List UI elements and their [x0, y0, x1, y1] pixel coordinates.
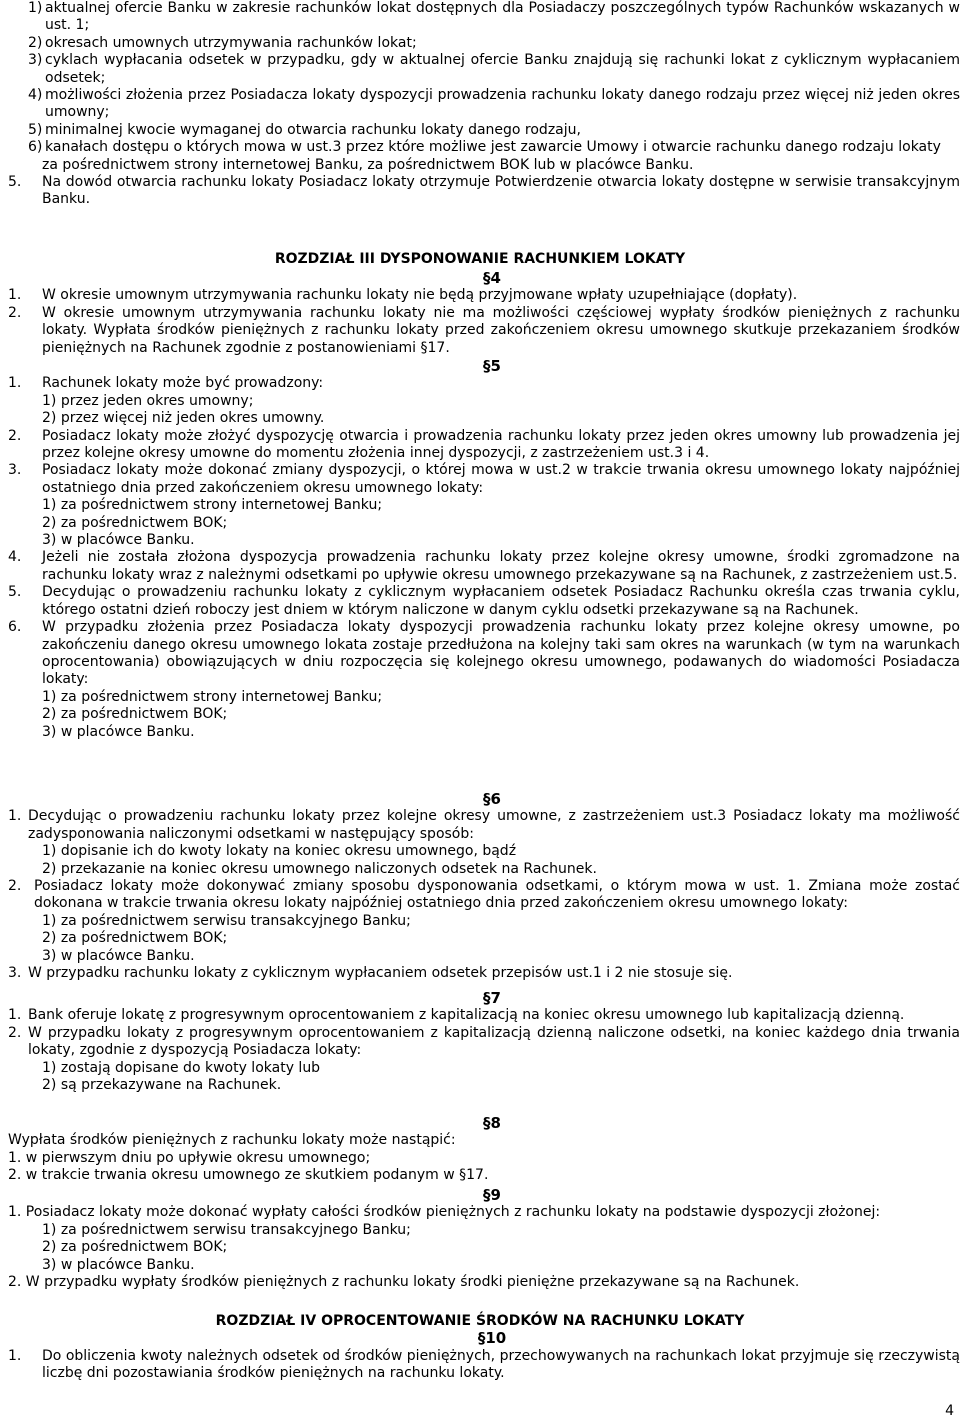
item-text: Rachunek lokaty może być prowadzony: — [42, 375, 324, 392]
sub-item: 2) są przekazywane na Rachunek. — [42, 1077, 282, 1094]
section-5 — [0, 358, 960, 741]
item-text: okresach umownych utrzymywania rachunków lokat; — [45, 34, 417, 51]
sub-item: 1) dopisanie ich do kwoty lokaty na koniec okresu umownego, bądź — [42, 843, 517, 860]
sub-item: 2) za pośrednictwem BOK; — [42, 514, 228, 531]
list-item: 2. w trakcie trwania okresu umownego ze skutkiem podanym w §17. — [8, 1167, 489, 1184]
item-number: 1. — [8, 375, 22, 392]
item-number: 6. — [8, 619, 22, 636]
list-item — [8, 584, 960, 619]
item-number: 1. — [8, 287, 22, 304]
item-text: W okresie umownym utrzymywania rachunku lokaty nie ma możliwości częściowej wypłaty środków pieniężnych z rachunku lokaty. Wypłata środków pieniężnych z rachunku lokaty przed zakończeniem okresu umownego skutkuje przekazaniem środków pieniężnych na Rachunek zgodnie z postanowieniami §17. — [42, 304, 960, 356]
item-text: W okresie umownym utrzymywania rachunku lokaty nie będą przyjmowane wpłaty uzupełniające (dopłaty). — [42, 287, 798, 304]
section-title: §10 — [477, 1329, 507, 1348]
item-text: Posiadacz lokaty może złożyć dyspozycję otwarcia i prowadzenia rachunku lokaty przez jeden okres umowny lub prowadzenia jej przez kolejne okresy umowne do momentu złożenia innej dyspozycji, z zastrzeżeniem ust.3 i 4. — [42, 427, 960, 462]
item-number: 2. — [8, 427, 22, 444]
list-item — [8, 549, 960, 584]
item-number: 2) — [28, 34, 43, 51]
list-item: 1. w pierwszym dniu po upływie okresu umownego; — [8, 1149, 371, 1166]
item-number: 2. — [8, 878, 22, 895]
item-number: 6) — [28, 139, 43, 156]
chapter-title: ROZDZIAŁ III DYSPONOWANIE RACHUNKIEM LOKATY — [274, 251, 686, 267]
section-intro: Wypłata środków pieniężnych z rachunku lokaty może nastąpić: — [8, 1132, 456, 1149]
sub-item: 1) za pośrednictwem serwisu transakcyjnego Banku; — [42, 912, 411, 929]
section-4 — [0, 270, 960, 357]
section-title: §9 — [483, 1186, 501, 1204]
section-8 — [0, 1115, 960, 1185]
section-title: §7 — [483, 989, 501, 1007]
list-item — [28, 35, 960, 52]
list-item — [28, 122, 960, 139]
item-number: 3. — [8, 462, 22, 479]
list-item — [28, 52, 960, 87]
list-tail: za pośrednictwem strony internetowej Banku, za pośrednictwem BOK lub w placówce Banku. — [42, 156, 694, 173]
list-item — [8, 1348, 960, 1383]
item-number: 5) — [28, 121, 43, 138]
list-item — [8, 462, 960, 497]
list-item — [8, 375, 960, 392]
list-item — [28, 87, 960, 122]
top-list — [0, 0, 960, 209]
item-number: 2. — [8, 304, 22, 321]
item-text: W przypadku rachunku lokaty z cyklicznym wypłacaniem odsetek przepisów ust.1 i 2 nie stosuje się. — [28, 965, 733, 982]
item-number: 4. — [8, 549, 22, 566]
sub-item: 2) za pośrednictwem BOK; — [42, 1239, 228, 1256]
item-text: kanałach dostępu o których mowa w ust.3 przez które możliwe jest zawarcie Umowy i otwarcie rachunku danego rodzaju lokaty — [45, 139, 941, 156]
item-text: aktualnej ofercie Banku w zakresie rachunków lokat dostępnych dla Posiadaczy poszczególnych typów Rachunków wskazanych w ust. 1; — [45, 0, 960, 34]
section-7 — [0, 990, 960, 1094]
item-number: 3) — [28, 52, 43, 69]
list-item — [8, 1007, 960, 1024]
item-number: 4) — [28, 87, 43, 104]
item-text: minimalnej kwocie wymaganej do otwarcia rachunku lokaty danego rodzaju, — [45, 121, 581, 138]
item-text: W przypadku złożenia przez Posiadacza lokaty dyspozycji prowadzenia rachunku lokaty przez kolejne okresy umowne, po zakończeniu danego okresu umownego lokata zostaje przedłużona na kolejny taki sam okres na warunkach (w tym na warunkach oprocentowania) obowiązujących w dniu rozpoczęcia się kolejnego okresu umownego, podawanych do wiadomości Posiadacza lokaty: — [42, 619, 960, 688]
list-item: 2. W przypadku wypłaty środków pieniężnych z rachunku lokaty środki pieniężne przekazywane są na Rachunek. — [8, 1274, 800, 1291]
section-title: §8 — [483, 1114, 501, 1132]
item-text: W przypadku lokaty z progresywnym oprocentowaniem z kapitalizacją dzienną naliczone odsetki, na koniec każdego dnia trwania lokaty, zgodnie z dyspozycją Posiadacza lokaty: — [28, 1024, 960, 1059]
item-text: Posiadacz lokaty może dokonywać zmiany sposobu dysponowania odsetkami, o którym mowa w ust. 1. Zmiana może zostać dokonana w trakcie trwania okresu lokaty najpóźniej ostatniego dnia przed zakończeniem okresu umownego lokaty: — [34, 878, 960, 912]
sub-item: 2) przez więcej niż jeden okres umowny. — [42, 410, 325, 427]
item-number: 1. — [8, 1347, 22, 1364]
item-number: 1. — [8, 1007, 22, 1024]
section-title: §5 — [483, 357, 501, 375]
section-title: §4 — [483, 269, 501, 287]
item-number: 1. — [8, 808, 22, 825]
item-text: Do obliczenia kwoty należnych odsetek od środków pieniężnych, przechowywanych na rachunkach lokat przyjmuje się rzeczywistą liczbę dni pozostawiania środków pieniężnych na rachunku lokaty. — [42, 1347, 960, 1382]
item-text: Decydując o prowadzeniu rachunku lokaty z cyklicznym wypłacaniem odsetek Posiadacz Rachunku określa czas trwania cyklu, którego ostatni dzień roboczy jest dniem w którym naliczone w danym cyklu odsetki przekazywane są na Rachunek. — [42, 584, 960, 618]
item-text: Decydując o prowadzeniu rachunku lokaty przez kolejne okresy umowne, z zastrzeżeniem ust.3 Posiadacz lokaty ma możliwość zadysponowania naliczonymi odsetkami w następujący sposób: — [28, 808, 960, 842]
sub-item: 2) za pośrednictwem BOK; — [42, 706, 228, 723]
list-item — [28, 0, 960, 35]
sub-item: 2) za pośrednictwem BOK; — [42, 930, 228, 947]
section-6 — [0, 791, 960, 982]
sub-item: 3) w placówce Banku. — [42, 947, 195, 964]
list-item — [8, 287, 960, 304]
list-item — [8, 619, 960, 689]
section-9 — [0, 1187, 960, 1291]
item-number: 2. — [8, 1024, 22, 1041]
item-number: 5. — [8, 174, 22, 191]
list-item — [28, 139, 960, 156]
item-text: Posiadacz lokaty może dokonać zmiany dyspozycji, o której mowa w ust.2 w trakcie trwania okresu umownego lokaty najpóźniej ostatniego dnia przed zakończeniem okresu umownego lokaty: — [42, 462, 960, 496]
chapter-3 — [0, 251, 960, 268]
item-text: możliwości złożenia przez Posiadacza lokaty dyspozycji prowadzenia rachunku lokaty danego rodzaju przez więcej niż jeden okres umowny; — [45, 87, 960, 121]
chapter-title: ROZDZIAŁ IV OPROCENTOWANIE ŚRODKÓW NA RACHUNKU LOKATY — [215, 1313, 745, 1329]
sub-item: 3) w placówce Banku. — [42, 1256, 195, 1273]
list-item — [8, 808, 960, 843]
sub-item: 1) za pośrednictwem strony internetowej Banku; — [42, 497, 383, 514]
sub-item: 1) za pośrednictwem strony internetowej Banku; — [42, 688, 383, 705]
item-text: cyklach wypłacania odsetek w przypadku, gdy w aktualnej ofercie Banku znajdują się rachunki lokat z cyklicznym wypłacaniem odsetek; — [45, 52, 960, 86]
page-number: 4 — [945, 1402, 954, 1419]
item-text: Bank oferuje lokatę z progresywnym oprocentowaniem z kapitalizacją na koniec okresu umownego lub kapitalizacją dzienną. — [28, 1007, 905, 1024]
sub-item: 3) w placówce Banku. — [42, 532, 195, 549]
list-item — [8, 965, 960, 982]
sub-item: 3) w placówce Banku. — [42, 723, 195, 740]
item-number: 1) — [28, 0, 43, 16]
section-title: §6 — [483, 790, 501, 808]
sub-item: 1) za pośrednictwem serwisu transakcyjnego Banku; — [42, 1221, 411, 1238]
list-item: 1. Posiadacz lokaty może dokonać wypłaty całości środków pieniężnych z rachunku lokaty na podstawie dyspozycji złożonej: — [8, 1204, 881, 1221]
sub-item: 1) przez jeden okres umowny; — [42, 392, 254, 409]
item-text: Na dowód otwarcia rachunku lokaty Posiadacz lokaty otrzymuje Potwierdzenie otwarcia lokaty dostępne w serwisie transakcyjnym Banku. — [42, 174, 960, 208]
item-number: 5. — [8, 584, 22, 601]
chapter-4 — [0, 1313, 960, 1383]
item-text: Jeżeli nie została złożona dyspozycja prowadzenia rachunku lokaty przez kolejne okresy umowne, środki zgromadzone na rachunku lokaty wraz z należnymi odsetkami po upływie okresu umownego przekazywane są na Rachunek, z zastrzeżeniem ust.5. — [42, 549, 960, 583]
sub-item: 2) przekazanie na koniec okresu umownego naliczonych odsetek na Rachunek. — [42, 860, 597, 877]
paragraph-5 — [8, 174, 960, 209]
list-item — [8, 305, 960, 357]
list-item — [8, 878, 960, 913]
list-item — [8, 1025, 960, 1060]
sub-item: 1) zostają dopisane do kwoty lokaty lub — [42, 1059, 321, 1076]
list-item — [8, 428, 960, 463]
item-number: 3. — [8, 965, 22, 982]
